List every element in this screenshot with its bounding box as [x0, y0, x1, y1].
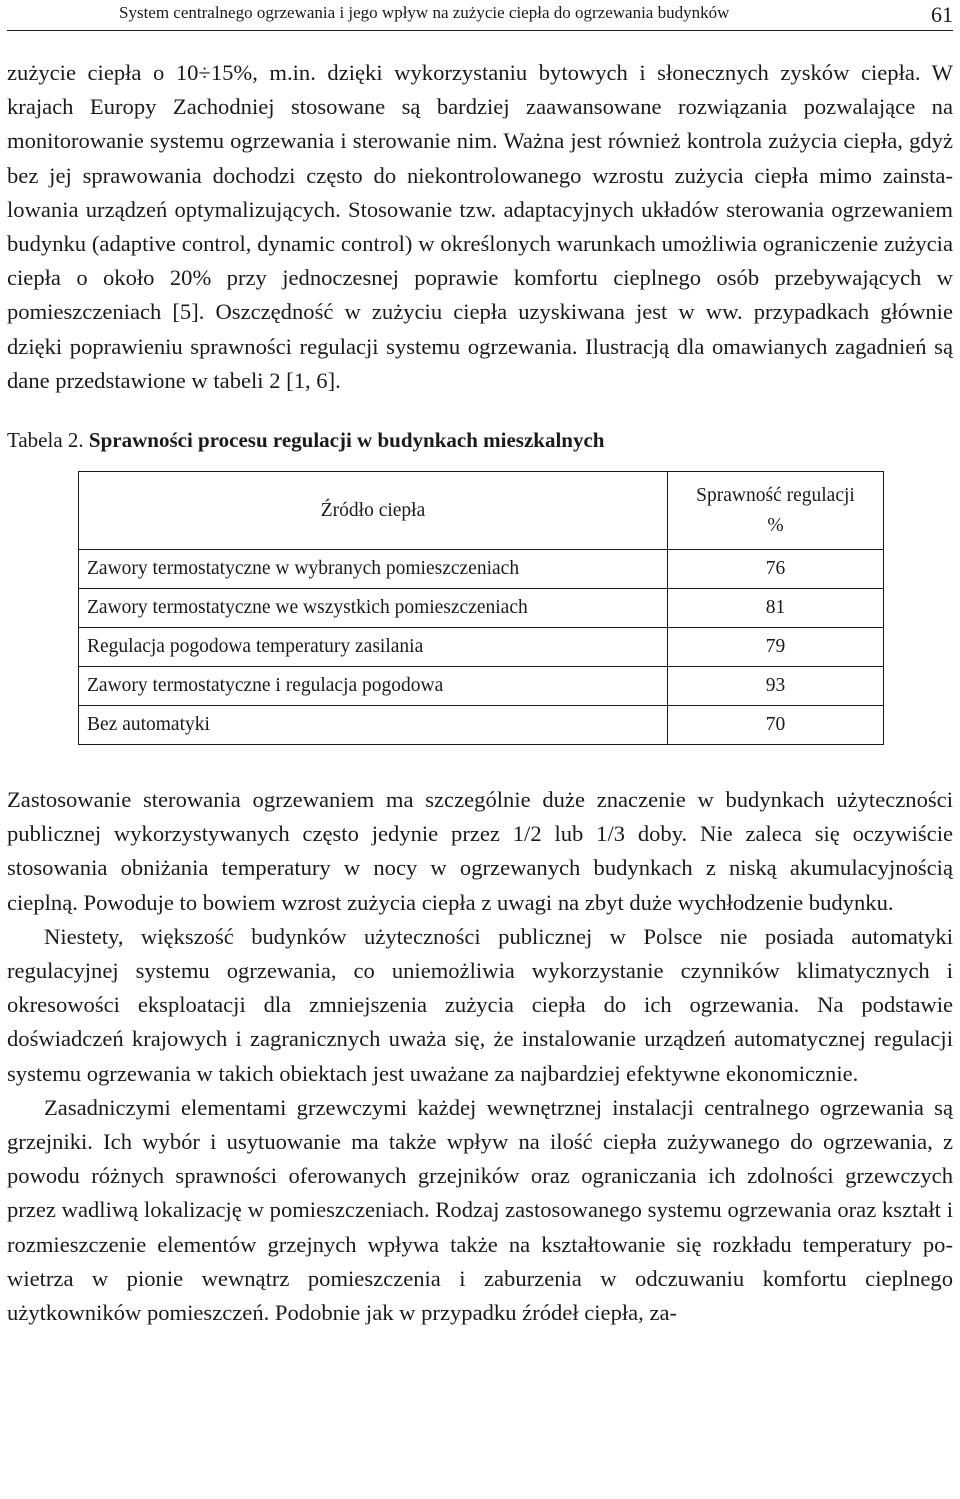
- header-title: System centralnego ogrzewania i jego wpływ na zużycie ciepła do ogrzewania budynków: [119, 3, 730, 22]
- column-header-source: Źródło ciepła: [79, 472, 668, 550]
- table-row: [79, 706, 884, 745]
- column-header-efficiency: [668, 472, 884, 550]
- running-header: [7, 0, 953, 31]
- paragraph-intro: zużycie ciepła o 10÷15%, m.in. dzięki wykorzystaniu bytowych i słonecznych zysków ciepła. W krajach Europy Zachodniej stosowane są bardziej zaawansowane rozwiązania pozwalające na monitorowanie systemu ogrzewania i sterowanie nim. Ważna jest również kontrola zużycia ciepła, gdyż bez jej sprawowania dochodzi często do niekontrolowanego wzrostu zużycia ciepła mimo zainstalowania urządzeń optymalizujących. Stosowanie tzw. adaptacyjnych układów sterowania ogrzewaniem budynku (adaptive control, dynamic control) w określonych warunkach umożliwia ograniczenie zużycia ciepła o około 20% przy jednoczesnej poprawie komfortu cieplnego osób przebywających w pomieszczeniach [5]. Oszczędność w zużyciu ciepła uzyskiwana jest w ww. przypadkach głównie dzięki poprawieniu sprawności regulacji systemu ogrzewania. Ilustracją dla omawianych zagadnień są dane przedstawione w tabeli 2 [1, 6].: [7, 60, 953, 393]
- row-value: 93: [668, 667, 884, 706]
- column-header-efficiency-unit: %: [767, 514, 784, 536]
- row-value: 79: [668, 628, 884, 667]
- table-row: [79, 628, 884, 667]
- paragraph-radiators: Zasadniczymi elementami grzewczymi każdej wewnętrznej instalacji centralnego ogrzewania są grzejniki. Ich wybór i usytuowanie ma także wpływ na ilość ciepła zużywanego do ogrzewania, z powodu różnych sprawności oferowanych grzejników oraz ograniczania ich zdolności grzewczych przez wadliwą lokalizację w pomieszczeniach. Rodzaj zastosowanego systemu ogrzewania oraz kształt i rozmieszczenie elementów grzejnych wpływa także na kształtowanie się rozkładu temperatury powietrza w pionie wewnątrz pomieszczenia i zaburzenia w odczuwaniu komfortu cieplnego użytkowników pomieszczeń. Podobnie jak w przypadku źródeł ciepła, za-: [7, 1094, 953, 1326]
- row-source: Zawory termostatyczne w wybranych pomieszczeniach: [79, 550, 668, 589]
- table-caption: [7, 427, 953, 453]
- row-value: 81: [668, 589, 884, 628]
- row-value: 76: [668, 550, 884, 589]
- efficiency-table: [78, 471, 884, 745]
- row-source: Zawory termostatyczne i regulacja pogodowa: [79, 667, 668, 706]
- table-header-row: [79, 472, 884, 550]
- row-source: Regulacja pogodowa temperatury zasilania: [79, 628, 668, 667]
- row-source: Bez automatyki: [79, 706, 668, 745]
- table-caption-label: Tabela 2.: [7, 428, 84, 453]
- column-header-efficiency-label: Sprawność regulacji: [696, 484, 855, 506]
- table-row: [79, 667, 884, 706]
- paragraph-public-buildings: Zastosowanie sterowania ogrzewaniem ma szczególnie duże znaczenie w budynkach użyteczności publicznej wykorzystywanych często jedynie przez 1/2 lub 1/3 doby. Nie zaleca się oczywiście stosowania obniżania temperatury w nocy w ogrzewanych budynkach z niską akumulacyjnością cieplną. Powoduje to bowiem wzrost zużycia ciepła z uwagi na zbyt duże wychłodzenie budynku.: [7, 787, 953, 915]
- page-number: 61: [931, 2, 953, 27]
- table-row: [79, 589, 884, 628]
- paragraph-automation: Niestety, większość budynków użyteczności publicznej w Polsce nie posiada automatyki regulacyjnej systemu ogrzewania, co uniemożliwia wykorzystanie czynników klimatycznych i okresowości eksploatacji dla zmniejszenia zużycia ciepła do ich ogrzewania. Na podstawie doświadczeń krajowych i zagranicznych uważa się, że instalowanie urządzeń automatycznej regulacji systemu ogrzewania w takich obiektach jest uważane za najbardziej efektywne ekonomicznie.: [7, 923, 953, 1086]
- row-source: Zawory termostatyczne we wszystkich pomieszczeniach: [79, 589, 668, 628]
- table-caption-title: Sprawności procesu regulacji w budynkach mieszkalnych: [88, 428, 605, 453]
- row-value: 70: [668, 706, 884, 745]
- table-row: [79, 550, 884, 589]
- document-page: [7, 0, 953, 1330]
